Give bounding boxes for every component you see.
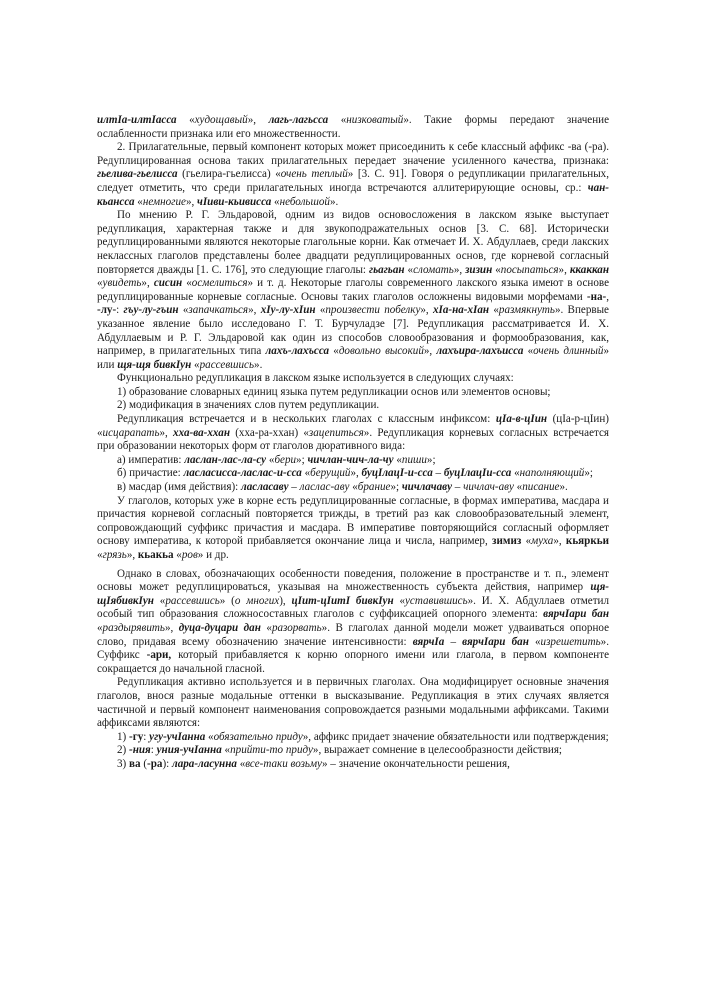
paragraph-p7 (97, 454, 609, 468)
gloss: обязательно приду (213, 730, 303, 743)
text-run: « (393, 594, 405, 607)
gloss: пиши (401, 453, 427, 466)
text-run: « (176, 114, 195, 126)
text-run: », (350, 467, 362, 480)
example-word: чичлачаву (401, 481, 453, 494)
example-word: гьагьан (368, 263, 405, 276)
text-run: 2. Прилагательные, первый компонент которых может присоединить к себе классный аффикс -ва (-ра). Редуплицированная основа таких прилагательных передает значение усиленного качества, признака: (97, 141, 609, 167)
text-run: 2) (117, 744, 130, 757)
gloss: посыпаться (500, 263, 559, 276)
text-run: « (205, 730, 214, 743)
text-run: « (97, 549, 103, 561)
example-word: вярчІари бан (462, 635, 529, 648)
gloss: довольно высокий (338, 345, 424, 358)
gloss: грязь (102, 549, 127, 561)
text-run: » [3. С. 91]. Говоря о редупликации прилагательных, следует отметить, что среди прилагательных иногда встречаются аллитерирующие основы, ср.: (97, 168, 609, 194)
text-run: », (558, 263, 570, 276)
gloss: немногие (142, 195, 186, 208)
gloss: брание (357, 481, 391, 494)
text-run: » ( (219, 594, 235, 607)
paragraph-p8 (97, 467, 609, 481)
example-word: лахъ-лахъсса (265, 345, 330, 358)
text-run: », (248, 304, 261, 317)
text-run: – (452, 481, 464, 494)
text-run: « (173, 549, 182, 561)
example-word: ласласаву (241, 481, 289, 494)
example-word: -ния (129, 744, 151, 757)
gloss: прийти-то приду (230, 744, 313, 757)
text-run: который прибавляется к корню опорного имени или глагола, в первом компоненте сокращается до начальной гласной. (97, 649, 609, 675)
example-word: хха-ва-ххан (173, 426, 231, 439)
paragraph-p6 (97, 413, 609, 454)
gloss: рассевшись (199, 358, 255, 371)
text-run: « (329, 345, 339, 358)
example-word: ласлан-лас-ла-су (184, 453, 267, 466)
text-run: « (528, 635, 541, 648)
gloss: увидеть (102, 277, 142, 290)
text-run: », (453, 263, 466, 276)
example-word: лара-ласунна (172, 757, 237, 770)
affix: зимиз (492, 535, 522, 548)
paragraph-p15 (97, 758, 609, 772)
text-run: « (236, 757, 246, 770)
gloss: ласлас-аву (299, 481, 350, 494)
text-run: ». Редупликация корневых согласных встречается при образовании некоторых форм от глаголов дюративного вида: (97, 426, 609, 453)
text-run: « (153, 594, 166, 607)
text-run: 1) (117, 730, 130, 743)
example-word: цІит-цІитІ бивкІун (291, 594, 394, 607)
text-run: « (328, 114, 347, 126)
gloss: исцарапать (102, 426, 160, 439)
example-word: ласласисса-ласлас-и-сса (183, 467, 302, 480)
gloss: запачкаться (188, 304, 249, 317)
example-word: вярчІа (412, 635, 445, 648)
paragraph-p2 (97, 209, 609, 372)
example-word: зизин (465, 263, 493, 276)
text-run: 1) образование словарных единиц языка путем редупликации основ или элементов основы; (117, 385, 551, 398)
gloss: осмелиться (191, 277, 248, 290)
example-word: чичлан-чич-ла-чу (307, 453, 394, 466)
text-run: « (182, 277, 192, 290)
text-run: », (164, 621, 179, 634)
affix: -на- (586, 290, 607, 303)
text-run: ». (559, 481, 568, 494)
text-run: » или (97, 345, 609, 371)
gloss: берущий (310, 467, 351, 480)
example-word: буцІлацІи-сса (443, 467, 512, 480)
text-run: « (260, 621, 272, 634)
text-run: 2) модификация в значениях слов путем редупликации. (117, 399, 380, 412)
affix: -гу (129, 730, 144, 743)
text-run: « (404, 263, 414, 276)
text-run: Редупликация встречается и в нескольких глаголах с классным инфиксом: (117, 413, 496, 426)
gloss: зацепиться (308, 426, 364, 439)
text-run: » и т. д. Некоторые глаголы современного лакского языка имеют в основе редуплицированные корневые согласные. Основы таких глаголов осложнены видовыми морфемами (97, 277, 609, 303)
affix: кьакьа (137, 549, 174, 561)
affix: -лу- (97, 304, 117, 317)
text-run: Редупликация активно используется и в первичных глаголах. Она модифицирует основные значения глаголов, внося разные модальные оттенки в высказывание. Редупликация в этих случаях является частичной и первый компонент наименования сопровождается разными модальными аффиксами. Такими аффиксами являются: (97, 676, 609, 730)
text-run: ». (329, 195, 339, 208)
paragraph-p10 (97, 495, 609, 563)
gloss: рассевшись (165, 594, 220, 607)
text-run: « (513, 481, 523, 494)
text-run: а) императив: (117, 453, 185, 466)
text-run: « (301, 467, 311, 480)
example-word: ккаккан (569, 263, 610, 276)
example-word: гъу-лу-гъин (123, 304, 179, 317)
gloss: изрешетить (540, 635, 601, 648)
example-word: лахъира-лахъисса (436, 345, 524, 358)
text-run: « (191, 358, 200, 371)
text-run: », выражает сомнение в целесообразности действия; (312, 744, 563, 757)
text-run: « (492, 263, 501, 276)
paragraph-p13 (97, 731, 609, 745)
text-run: « (178, 304, 189, 317)
document-page (97, 114, 609, 772)
example-word: сисин (153, 277, 183, 290)
text-run: ): (162, 757, 173, 770)
text-run: « (489, 304, 499, 317)
text-run: (гьелира-гьелисса) « (177, 168, 281, 181)
affix: кьяркьи (565, 535, 610, 548)
gloss: раздырявить (102, 621, 165, 634)
affix: ва (129, 757, 141, 770)
gloss: ров (181, 549, 198, 561)
text-run: », (420, 304, 433, 317)
example-word: уния-учІанна (156, 744, 222, 757)
text-run: » – значение окончательности решения, (321, 757, 510, 770)
text-run: : (150, 744, 157, 757)
text-run: По мнению Р. Г. Эльдаровой, одним из видов основосложения в лакском языке выступает редупликация, характерная также и для звукоподражательных основ [3. С. 68]. Исторически редуплицированными являются некоторые глагольные корни. Как отмечает И. Х. Абдуллаев, среди лакских неклассных глаголов представлены более двадцати редуплицированных основ, где корневой согласный повторяется дважды [1. С. 176], это следующие глаголы: (97, 209, 609, 276)
gloss: худощавый (194, 114, 248, 126)
gloss: о многих (234, 594, 280, 607)
paragraph-p9 (97, 481, 609, 495)
text-run: : (116, 304, 124, 317)
text-run: « (523, 345, 534, 358)
text-run: « (97, 277, 103, 290)
text-run: »; (426, 453, 436, 466)
text-run: « (511, 467, 520, 480)
paragraph-p1 (97, 141, 609, 209)
text-run: »; (390, 481, 402, 494)
gloss: разорвать (271, 621, 322, 634)
text-run: »; (584, 467, 593, 480)
paragraph-p4 (97, 386, 609, 400)
text-run: « (349, 481, 358, 494)
text-run: б) причастие: (117, 467, 184, 480)
text-run: « (315, 304, 326, 317)
gloss: небольшой (279, 195, 330, 208)
example-word: гьелива-гьелисса (97, 168, 178, 181)
paragraph-p0 (97, 114, 609, 141)
gloss: низковатый (346, 114, 404, 126)
affix: -ра (147, 757, 163, 770)
text-run: ». Такие формы передают значение ослабленности признака или его множественности. (97, 114, 609, 140)
text-run: ». Суффикс (97, 635, 609, 662)
gloss: уставившись (405, 594, 468, 607)
text-run: « (393, 453, 402, 466)
text-run: », аффикс придает значение обязательности или подтверждения; (302, 730, 609, 743)
gloss: произвести побелку (325, 304, 421, 317)
text-run: « (521, 535, 532, 548)
text-run: 3) (117, 757, 130, 770)
text-run: ». Впервые указанное явление было исследовано Г. Т. Бурчуладзе [7]. Редупликация рассматривается И. Х. Абдуллаевым и Р. Г. Эльдаровой как один из способов словообразования и формообразования, как, например, в прилагательных типа (97, 304, 609, 358)
paragraph-p11 (97, 568, 609, 677)
paragraph-p3 (97, 372, 609, 386)
text-run: », (159, 426, 174, 439)
example-word: хІа-на-хІан (432, 304, 490, 317)
text-run: У глаголов, которых уже в корне есть редуплицированные согласные, в формах императива, масдара и причастия корневой согласный повторяется трижды, в третий раз как словообразовательный элемент, сопровождающий суффикс причастия и масдара. В императиве повторяющийся согласный оформляет основу императива, к которой прибавляется окончание лица и числа, например, (97, 494, 609, 548)
text-run: « (134, 195, 143, 208)
text-run: », (247, 114, 269, 126)
example-word: лагь-лагьсса (268, 114, 329, 126)
example-word: чан-кьансса (97, 181, 609, 208)
text-run: Функционально редупликация в лакском языке используется в следующих случаях: (117, 372, 514, 385)
example-word: дуца-дуцари дан (178, 621, 261, 634)
gloss: все-таки возьму (245, 757, 322, 770)
text-run: , (606, 290, 609, 303)
text-run: « (266, 453, 275, 466)
example-word: щя-щя бивкІун (117, 358, 192, 371)
gloss: муха (531, 535, 554, 548)
text-run: », (185, 195, 198, 208)
text-run: ), (279, 594, 292, 607)
paragraph-p5 (97, 399, 609, 413)
example-word: буцІлацІ-и-сса (361, 467, 433, 480)
text-run: в) масдар (имя действия): (117, 481, 242, 494)
text-run: – (432, 467, 444, 480)
example-word: илтІа-илтІасса (97, 114, 177, 126)
example-word: хІу-лу-хІин (260, 304, 316, 317)
example-word: цІа-в-цІин (495, 413, 548, 426)
text-run: », (141, 277, 154, 290)
gloss: писание (522, 481, 560, 494)
text-run: ». В глаголах данной модели может удваиваться опорное слово, придавая всему обозначению значение интенсивности: (97, 621, 610, 648)
example-word: угу-учІанна (149, 730, 206, 743)
text-run: « (271, 195, 280, 208)
gloss: размякнуть (498, 304, 555, 317)
gloss: чичлач-аву (463, 481, 514, 494)
text-run: – (288, 481, 300, 494)
text-run: », (553, 535, 566, 548)
text-run: » и др. (197, 549, 229, 561)
text-run: », (126, 549, 138, 561)
gloss: наполняющий (519, 467, 585, 480)
text-run: », (423, 345, 437, 358)
text-run: ». (254, 358, 263, 371)
example-word: чІиви-кьивисса (197, 195, 272, 208)
paragraph-p12 (97, 676, 609, 730)
text-run: « (97, 621, 103, 634)
text-run: « (221, 744, 231, 757)
text-run: »; (296, 453, 308, 466)
text-run: Однако в словах, обозначающих особенности поведения, положение в пространстве и т. п., элемент основы может редуплицироваться, указывая на множественность субъекта действия, например (97, 567, 609, 594)
text-run: ( (140, 757, 148, 770)
paragraph-p14 (97, 744, 609, 758)
gloss: очень теплый (280, 168, 348, 181)
example-word: щя-щІябивкІун (97, 581, 609, 607)
gloss: бери (274, 453, 297, 466)
text-run: ». И. Х. Абдуллаев отметил особый тип образования сложносоставных глаголов с суффиксацией опорного элемента: (97, 594, 610, 621)
gloss: очень длинный (533, 345, 604, 358)
text-run: (хха-ра-ххан) « (230, 426, 309, 439)
example-word: вярчІари бан (543, 608, 609, 621)
gloss: сломать (413, 263, 454, 276)
affix: -ари, (146, 649, 172, 662)
text-run: : (143, 730, 150, 743)
text-run: (цІа-р-цІин) « (97, 413, 609, 439)
text-run: – (444, 635, 463, 648)
